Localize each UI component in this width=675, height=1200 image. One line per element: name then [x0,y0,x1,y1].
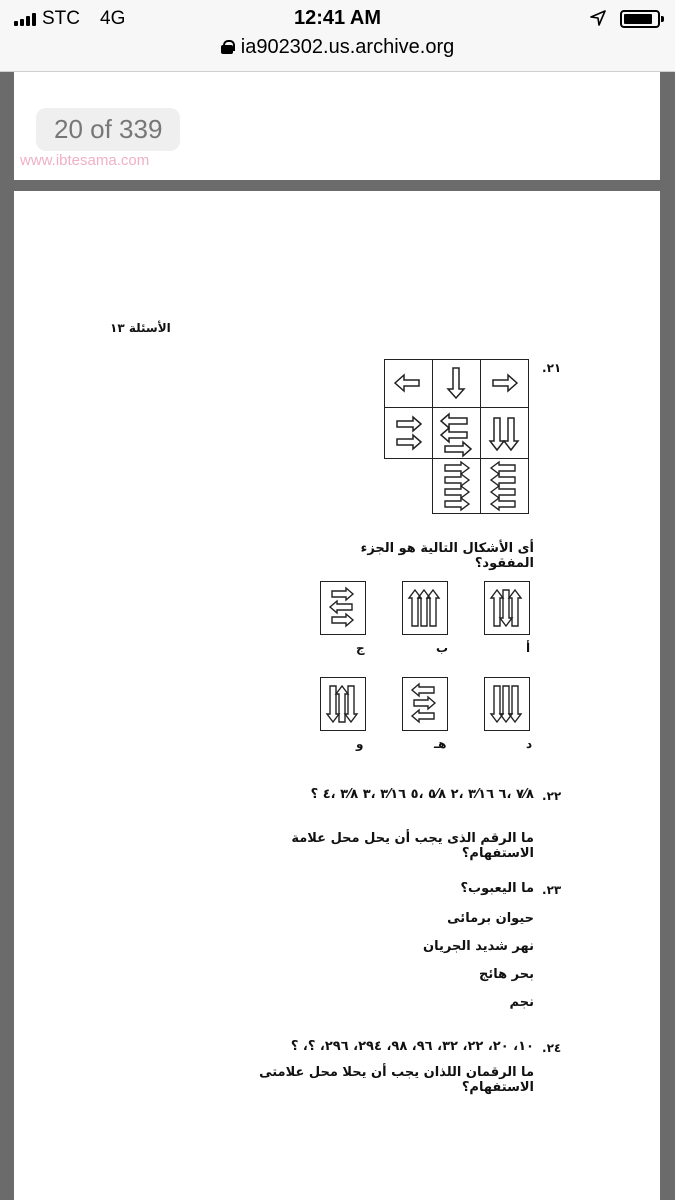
choice-4: نجم [509,995,534,1010]
arrows-left-icon [481,459,527,513]
arrows-up-icon [403,582,446,633]
arrows-right-icon [433,459,479,513]
arrows-right-icon [385,408,431,458]
option-a-figure[interactable] [484,581,530,635]
arrow-right-icon [481,360,527,406]
document-page [14,191,660,1200]
option-d-figure[interactable] [484,677,530,731]
choice-3: بحر هائج [478,967,534,982]
grid-cell-two-down-arrows [480,407,529,459]
grid-cell-left-arrow [384,359,433,408]
arrows-left-right-icon [403,678,446,729]
option-w-figure[interactable] [320,677,366,731]
question-21-prompt: أى الأشكال التالية هو الجزء المفقود؟ [360,541,534,571]
question-24-prompt: ما الرقمان اللذان يجب أن يحلا محل علامتى الاستفهام؟ [259,1065,534,1095]
option-c-figure[interactable] [320,581,366,635]
grid-cell-down-arrow [432,359,481,408]
question-22-prompt: ما الرقم الذى يجب أن يحل محل علامة الاستفهام؟ [291,831,534,861]
choice-1: حيوان برمائى [447,911,534,926]
arrows-down-up-icon [321,678,364,729]
grid-cell-four-left-arrows [480,458,529,514]
grid-cell-two-right-arrows [384,407,433,459]
network-type: 4G [100,8,126,29]
question-24-sequence: ١٠، ٢٠، ٢٢، ٣٢، ٩٦، ٩٨، ٢٩٤، ٢٩٦، ؟، ؟ [290,1039,534,1054]
question-23-prompt: ما اليعبوب؟ [460,881,534,896]
arrow-down-icon [433,360,479,406]
option-c-label: ج [356,641,365,655]
battery-icon [620,10,660,28]
status-bar [0,0,675,36]
arrows-mixed-icon [321,582,364,633]
option-w-label: و [356,737,364,751]
option-b-label: ب [436,641,449,655]
browser-chrome [0,0,675,72]
grid-cell-four-right-arrows [432,458,481,514]
choice-2: نهر شديد الجريان [423,939,534,954]
option-h-figure[interactable] [402,677,448,731]
lock-icon [221,40,233,54]
question-number-21: .٢١ [542,361,562,375]
option-d-label: د [526,737,533,751]
arrows-down-icon [481,408,527,458]
url-text: ia902302.us.archive.org [240,36,455,58]
arrows-up-down-icon [485,582,528,633]
page-counter: 20 of 339 [36,108,180,151]
question-number-24: .٢٤ [542,1041,562,1055]
grid-cell-right-arrow [480,359,529,408]
page-header: الأسئلة ١٣ [110,321,171,335]
clock: 12:41 AM [293,7,382,29]
arrow-left-icon [385,360,431,406]
question-22-sequence: ٧⁄٨ ،٦ ٣⁄١٦ ،٢ ٥⁄٨ ،٥ ٣⁄١٦ ،٣ ٣⁄٨ ،٤ ؟ [310,787,534,802]
carrier-name: STC [42,8,80,29]
question-number-22: .٢٢ [542,789,562,803]
watermark: www.ibtesama.com [20,152,150,169]
option-h-label: هـ [434,737,447,751]
location-icon [590,10,606,26]
grid-cell-mixed-arrows [432,407,481,459]
option-b-figure[interactable] [402,581,448,635]
arrows-left-right-icon [433,408,479,458]
question-number-23: .٢٣ [542,883,562,897]
arrows-down-icon [485,678,528,729]
option-a-label: أ [526,641,531,655]
url-bar[interactable] [0,36,675,59]
